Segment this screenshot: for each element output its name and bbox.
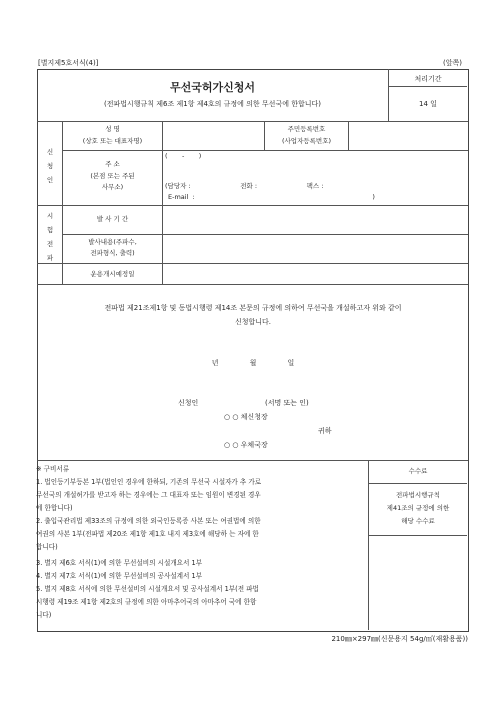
form-number: [별지제5호서식(4)] (38, 59, 99, 67)
trial-section-label: 시 험 전 파 (46, 212, 54, 262)
address-sublabel: 사무소) (101, 183, 124, 191)
statement-text: 신청합니다. (234, 318, 272, 326)
documents-title: ※ 구비서류 (36, 465, 70, 473)
id-number-field[interactable] (349, 122, 467, 150)
divider (368, 483, 467, 484)
name-sublabel: (상호 또는 대표자명) (82, 137, 143, 145)
processing-label: 처리기간 (414, 75, 442, 83)
document-line: 4. 별지 제7호 서식(1)에 의한 무선설비의 공사설계서 1부 (36, 572, 203, 580)
name-field[interactable] (163, 122, 263, 150)
recipient-1: ○ ○ 체신청장 (224, 413, 268, 421)
document-line: 3. 별지 제6호 서식(1)에 의한 무선설비의 시설개요서 1부 (36, 559, 203, 567)
id-number-sublabel: (사업자등록번호) (281, 137, 332, 145)
document-line: 합니다) (36, 543, 58, 551)
fee-description: 전파법시행규칙 (396, 491, 440, 499)
document-line: 니다) (36, 611, 52, 619)
processing-value: 14 일 (419, 100, 437, 108)
date-line: 년 월 일 (211, 359, 295, 367)
name-label: 성 명 (105, 125, 120, 133)
document-line: 무선국의 개설허가를 받고자 하는 경우에는 그 대표자 또는 임원이 변경된 경우 (36, 491, 261, 499)
divider (62, 150, 468, 151)
operation-start-field[interactable] (163, 264, 467, 284)
divider (388, 86, 467, 87)
form-title: 무선국허가신청서 (169, 81, 255, 94)
document-line: 시행령 제19조 제1항 제2호의 규정에 의한 아마추어국의 아마추어 국에 한함 (36, 598, 257, 606)
divider (368, 535, 467, 536)
fee-description: 해당 수수료 (401, 517, 435, 525)
applicant-section-label: 신 청 인 (46, 148, 54, 184)
operation-start-label: 운용개시예정일 (90, 270, 135, 278)
address-sublabel: (본점 또는 주된 (90, 172, 135, 180)
emission-content-field[interactable] (163, 235, 467, 262)
emission-period-field[interactable] (163, 206, 467, 233)
document-line: 1. 법인등기부등본 1부(법인인 경우에 한하되, 기존의 무선국 시설자가 추 가로 (36, 478, 262, 486)
fee-label: 수수료 (408, 467, 428, 475)
document-line: 5. 별지 제8호 서식에 의한 무선설비의 시설개요서 및 공사설계서 1부(전 파법 (36, 585, 259, 593)
emission-content-label: 발사내용(주파수, (88, 238, 137, 246)
applicant-signature-line: 신청인 (서명 또는 인) (178, 399, 309, 407)
document-line: 에 한합니다) (36, 504, 73, 512)
divider (37, 460, 468, 461)
address-label: 주 소 (105, 160, 120, 168)
divider (37, 284, 468, 285)
emission-period-label: 발 사 기 간 (96, 215, 129, 223)
statement-text: 전파법 제21조제1항 및 동법시행령 제14조 본문의 규정에 의하여 무선국을 개설하고자 위와 같이 (104, 304, 402, 312)
document-line: 여권의 사본 1부(전파법 제20조 제1항 제1호 내지 제3호에 해당하 는 자에 한 (36, 530, 259, 538)
document-line: 2. 출입국관리법 제33조의 규정에 의한 외국인등록증 사본 또는 여권법에 의한 (36, 517, 261, 525)
contact-field[interactable]: (담당자 : 전화 : 팩스 : (165, 182, 324, 190)
id-number-label: 주민등록번호 (287, 125, 326, 133)
form-subtitle: (전파법시행규칙 제6조 제1항 제4호의 규정에 의한 무선국에 한합니다) (104, 100, 321, 108)
divider (368, 460, 369, 630)
recipient-honorific: 귀하 (318, 427, 332, 435)
emission-content-label: 전파형식, 출력) (90, 249, 135, 257)
postal-code-field[interactable]: ( - ) (165, 152, 202, 160)
recipient-2: ○ ○ 우체국장 (224, 441, 268, 449)
fee-description: 제41조의 규정에 의한 (386, 504, 450, 512)
page-side: (앞쪽) (443, 59, 462, 67)
email-field[interactable]: E-mail : ) (168, 193, 375, 201)
paper-spec: 210㎜×297㎜(신문용지 54g/㎡(재활용품)) (331, 635, 468, 643)
